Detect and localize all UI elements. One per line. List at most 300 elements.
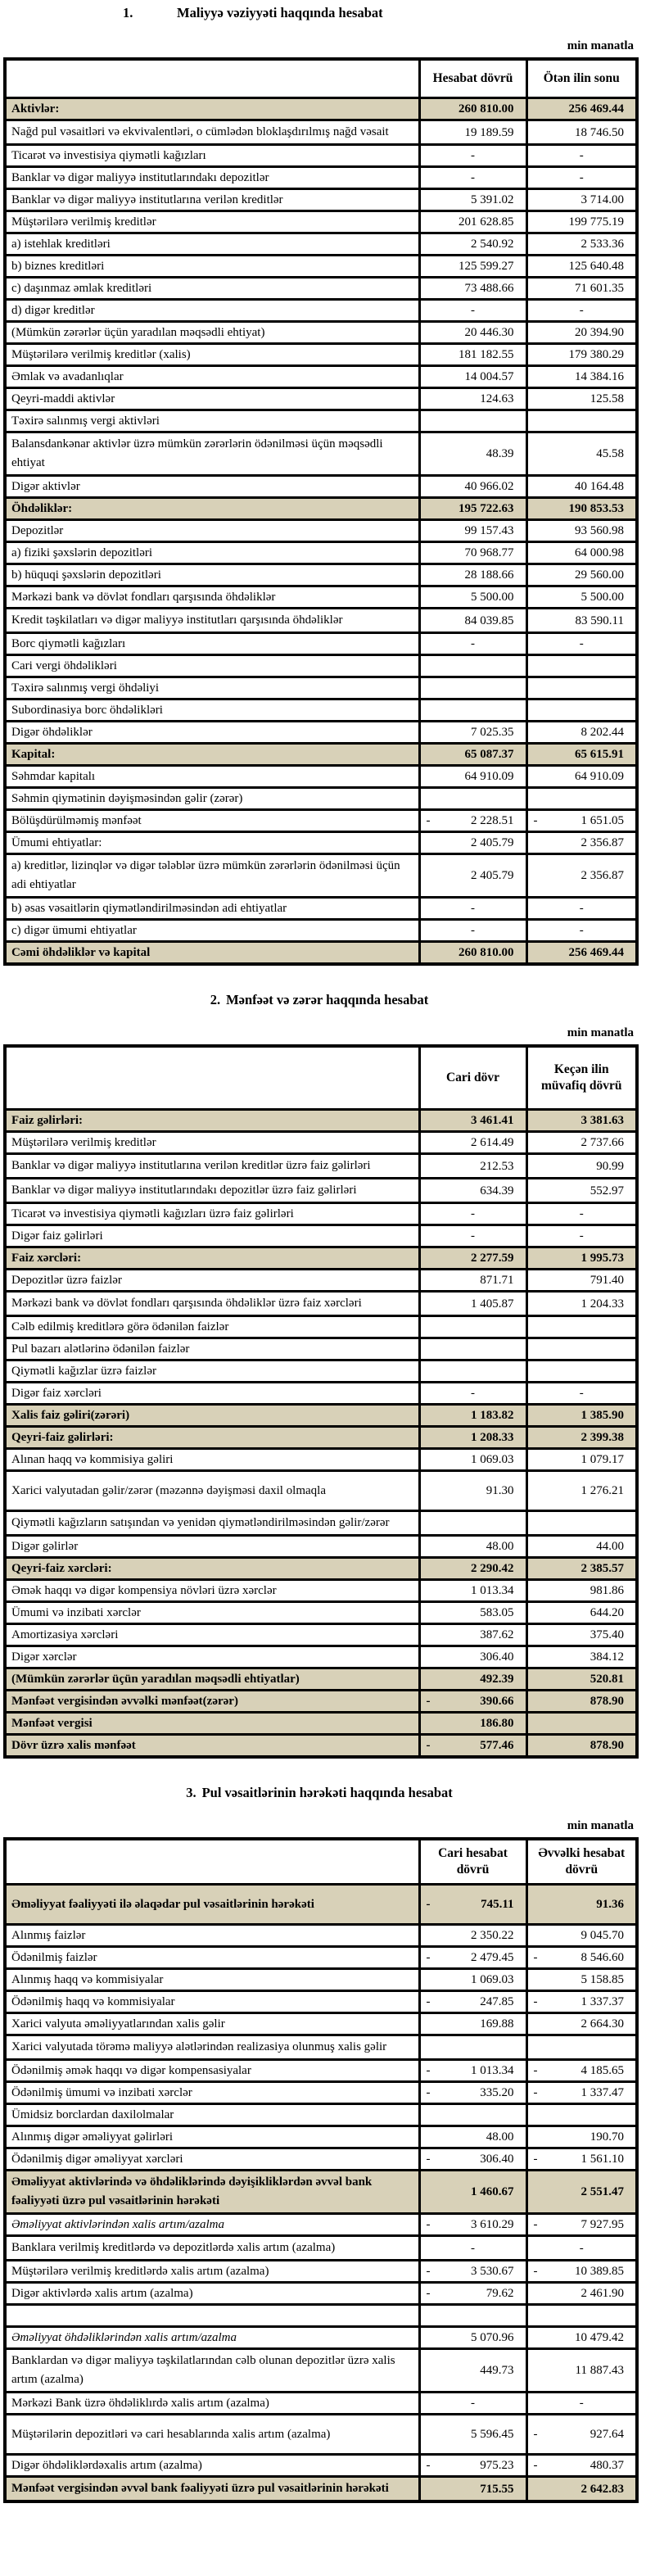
table-row — [5, 920, 637, 942]
row-label: Alınmış haqq və kommisiyalar — [5, 1969, 419, 1991]
value-current — [419, 2171, 526, 2214]
negative-sign: - — [533, 2064, 538, 2077]
cell-value: 644.20 — [590, 1606, 624, 1619]
cell-value: 73 488.66 — [464, 282, 514, 295]
value-previous — [526, 2349, 637, 2393]
value-previous: - — [526, 633, 637, 655]
column-header-current: Cari dövr — [419, 1046, 526, 1110]
cell-value: 8 202.44 — [580, 726, 624, 739]
negative-sign: - — [533, 814, 538, 827]
value-current — [419, 1969, 526, 1991]
table-row — [5, 1558, 637, 1580]
cell-value: 1 460.67 — [471, 2185, 514, 2198]
value-previous — [526, 1154, 637, 1179]
cell-value: 9 045.70 — [580, 1929, 624, 1942]
value-previous — [526, 542, 637, 564]
value-current — [419, 832, 526, 854]
value-current — [419, 1270, 526, 1292]
table-row — [5, 677, 637, 699]
table-row — [5, 2393, 637, 2415]
row-label: Banklar və digər maliyyə institutlarındakı depozitlər üzrə faiz gəlirləri — [5, 1179, 419, 1203]
row-label: Pul bazarı alətlərinə ödənilən faizlər — [5, 1338, 419, 1360]
row-label: Digər aktivlərdə xalis artım (azalma) — [5, 2283, 419, 2305]
negative-sign: - — [533, 1951, 538, 1964]
table-row — [5, 2214, 637, 2236]
value-previous — [526, 2283, 637, 2305]
value-current — [419, 2104, 526, 2126]
value-current — [419, 2477, 526, 2502]
table-row — [5, 1580, 637, 1602]
negative-sign: - — [426, 2153, 431, 2166]
cell-value: 2 479.45 — [471, 1951, 514, 1964]
value-current — [419, 942, 526, 965]
balance-sheet-table — [3, 57, 639, 966]
negative-sign: - — [426, 2459, 431, 2472]
cell-value: 4 185.65 — [580, 2064, 624, 2077]
cell-value: 2 664.30 — [580, 2017, 624, 2030]
row-label — [5, 2305, 419, 2327]
value-current — [419, 1511, 526, 1536]
cell-value: 2 385.57 — [580, 1562, 624, 1575]
table-row — [5, 766, 637, 788]
table-row — [5, 1969, 637, 1991]
cell-value: 99 157.43 — [464, 524, 514, 537]
value-previous — [526, 722, 637, 744]
statement-profit-loss — [3, 992, 635, 1759]
cell-value: 124.63 — [480, 392, 514, 405]
table-row — [5, 1110, 637, 1132]
row-label: Cəlb edilmiş kreditlərə görə ödənilən faizlər — [5, 1316, 419, 1338]
cell-value: 5 070.96 — [471, 2331, 514, 2344]
table-row — [5, 1991, 637, 2013]
cell-value: 20 394.90 — [575, 326, 624, 339]
cell-value: 14 384.16 — [575, 370, 624, 383]
value-current — [419, 1338, 526, 1360]
cell-value: 14 004.57 — [464, 370, 514, 383]
value-previous — [526, 655, 637, 677]
cell-value: 878.90 — [590, 1695, 624, 1708]
value-previous — [526, 233, 637, 256]
value-current — [419, 2415, 526, 2455]
cell-value: 48.00 — [486, 1540, 514, 1553]
row-label: Banklardan və digər maliyyə təşkilatlarından cəlb olunan depozitlər üzrə xalis artım (azalma) — [5, 2349, 419, 2393]
value-current — [419, 788, 526, 810]
table-row — [5, 542, 637, 564]
table-row — [5, 2013, 637, 2035]
cell-value: 195 722.63 — [458, 502, 514, 515]
table-row — [5, 1668, 637, 1691]
value-previous: - — [526, 145, 637, 167]
row-label: Müştərilərə verilmiş kreditlər — [5, 1132, 419, 1154]
value-current — [419, 2013, 526, 2035]
value-previous — [526, 2035, 637, 2060]
table-row — [5, 722, 637, 744]
value-previous — [526, 1885, 637, 1925]
value-current: - — [419, 2236, 526, 2261]
value-previous: - — [526, 2236, 637, 2261]
table-row — [5, 744, 637, 766]
cell-value: 2 642.83 — [580, 2482, 624, 2496]
cell-value: 186.80 — [480, 1717, 514, 1730]
row-label: Amortizasiya xərcləri — [5, 1624, 419, 1646]
value-previous — [526, 520, 637, 542]
cell-value: 1 337.47 — [580, 2086, 624, 2099]
value-current — [419, 388, 526, 410]
cell-value: 29 560.00 — [575, 568, 624, 582]
cell-value: 3 610.29 — [471, 2218, 514, 2231]
value-previous — [526, 1471, 637, 1511]
value-previous: - — [526, 2393, 637, 2415]
value-current — [419, 586, 526, 609]
row-label: Digər öhdəliklər — [5, 722, 419, 744]
cell-value: 981.86 — [590, 1584, 624, 1597]
table-row — [5, 1247, 637, 1270]
row-label: (Mümkün zərərlər üçün yaradılan məqsədli ehtiyat) — [5, 322, 419, 344]
row-label: Bölüşdürülməmiş mənfəət — [5, 810, 419, 832]
cell-value: 1 183.82 — [471, 1409, 514, 1422]
value-current — [419, 1646, 526, 1668]
row-label: d) digər kreditlər — [5, 300, 419, 322]
value-previous — [526, 2171, 637, 2214]
value-current: - — [419, 920, 526, 942]
row-label: Banklara verilmiş kreditlərdə və depozitlərdə xalis artım (azalma) — [5, 2236, 419, 2261]
table-row — [5, 832, 637, 854]
cell-value: 40 164.48 — [575, 480, 624, 493]
row-label: Təxirə salınmış vergi öhdəliyi — [5, 677, 419, 699]
value-current: - — [419, 1383, 526, 1405]
value-current — [419, 1580, 526, 1602]
negative-sign: - — [426, 2265, 431, 2278]
row-label: Kredit təşkilatları və digər maliyyə institutları qarşısında öhdəliklər — [5, 609, 419, 633]
cell-value: 492.39 — [480, 1673, 514, 1686]
value-current — [419, 410, 526, 432]
cell-value: 179 380.29 — [568, 348, 624, 361]
value-current — [419, 189, 526, 211]
row-label: Qiymətli kağızlar üzrə faizlər — [5, 1360, 419, 1383]
cell-value: 169.88 — [480, 2017, 514, 2030]
cell-value: 975.23 — [480, 2459, 514, 2472]
statement-1-number: 1. — [123, 5, 133, 20]
value-current — [419, 1624, 526, 1646]
cell-value: 1 561.10 — [580, 2153, 624, 2166]
value-previous — [526, 322, 637, 344]
row-label: Müştərilərə verilmiş kreditlər (xalis) — [5, 344, 419, 366]
value-previous — [526, 1316, 637, 1338]
value-current — [419, 520, 526, 542]
table-row — [5, 2104, 637, 2126]
cell-value: 1 204.33 — [580, 1297, 624, 1311]
value-current — [419, 278, 526, 300]
value-current — [419, 1247, 526, 1270]
row-label: Səhmin qiymətinin dəyişməsindən gəlir (zərər) — [5, 788, 419, 810]
row-label: Mənfəət vergisi — [5, 1713, 419, 1735]
value-previous: - — [526, 920, 637, 942]
value-current — [419, 1947, 526, 1969]
value-previous — [526, 2415, 637, 2455]
cell-value: 190 853.53 — [568, 502, 624, 515]
value-previous — [526, 1338, 637, 1360]
statement-financial-position — [3, 5, 635, 966]
table-row — [5, 586, 637, 609]
row-label: Xarici valyutada törəmə maliyyə alətlərindən realizasiya olunmuş xalis gəlir — [5, 2035, 419, 2060]
row-label: Alınan haqq və kommisiya gəliri — [5, 1449, 419, 1471]
cell-value: 1 995.73 — [580, 1252, 624, 1265]
table-row — [5, 1624, 637, 1646]
value-current — [419, 344, 526, 366]
value-current — [419, 2455, 526, 2477]
cell-value: 44.00 — [596, 1540, 624, 1553]
table-row — [5, 300, 637, 322]
negative-sign: - — [426, 2218, 431, 2231]
row-label: Mənfəət vergisindən əvvəl bank fəaliyyəti üzrə pul vəsaitlərinin hərəkəti — [5, 2477, 419, 2502]
table-row — [5, 278, 637, 300]
value-current — [419, 810, 526, 832]
header-empty-cell — [5, 1046, 419, 1110]
value-current — [419, 1132, 526, 1154]
table-row — [5, 1154, 637, 1179]
cell-value: 79.62 — [486, 2287, 514, 2300]
negative-sign: - — [426, 1995, 431, 2008]
row-label: Dövr üzrə xalis mənfəət — [5, 1735, 419, 1758]
value-previous — [526, 278, 637, 300]
cell-value: 64 910.09 — [464, 770, 514, 783]
cell-value: 5 391.02 — [471, 193, 514, 206]
value-current — [419, 1991, 526, 2013]
value-current — [419, 677, 526, 699]
table-row — [5, 2415, 637, 2455]
value-previous — [526, 1602, 637, 1624]
row-label: Xalis faiz gəliri(zərəri) — [5, 1405, 419, 1427]
row-label: Əməliyyat aktivlərində və öhdəliklərində dəyişikliklərdən əvvəl bank fəaliyyəti üzrə pul vəsaitlərinin hərəkəti — [5, 2171, 419, 2214]
table-row — [5, 655, 637, 677]
cash-flow-table — [3, 1837, 639, 2503]
cell-value: 125 640.48 — [568, 260, 624, 273]
value-current — [419, 2327, 526, 2349]
value-current — [419, 1316, 526, 1338]
value-previous — [526, 1668, 637, 1691]
value-current — [419, 1154, 526, 1179]
cell-value: 520.81 — [590, 1673, 624, 1686]
row-label: b) əsas vəsaitlərin qiymətləndirilməsindən adi ehtiyatlar — [5, 898, 419, 920]
table-row — [5, 1338, 637, 1360]
table-row — [5, 2126, 637, 2148]
value-current — [419, 1427, 526, 1449]
cell-value: 306.40 — [480, 1650, 514, 1664]
row-label: Digər gəlirlər — [5, 1536, 419, 1558]
value-previous — [526, 2455, 637, 2477]
value-previous — [526, 1925, 637, 1947]
cell-value: 7 025.35 — [471, 726, 514, 739]
row-label: Depozitlər üzrə faizlər — [5, 1270, 419, 1292]
value-previous: - — [526, 300, 637, 322]
cell-value: 125.58 — [590, 392, 624, 405]
table-row — [5, 145, 637, 167]
row-label: Cari vergi öhdəlikləri — [5, 655, 419, 677]
value-current: - — [419, 1203, 526, 1225]
row-label: a) kreditlər, lizinqlər və digər tələblər üzrə mümkün zərərlərin ödənilməsi üçün adi ehtiyatlar — [5, 854, 419, 898]
row-label: b) biznes kreditləri — [5, 256, 419, 278]
table-row — [5, 520, 637, 542]
table-row — [5, 1925, 637, 1947]
value-previous — [526, 476, 637, 498]
negative-sign: - — [426, 1898, 431, 1911]
negative-sign: - — [533, 1995, 538, 2008]
cell-value: 2 540.92 — [471, 238, 514, 251]
row-label: Mərkəzi bank və dövlət fondları qarşısında öhdəliklər üzrə faiz xərcləri — [5, 1292, 419, 1316]
negative-sign: - — [426, 1695, 431, 1708]
cell-value: 2 405.79 — [471, 869, 514, 882]
cell-value: 10 389.85 — [575, 2265, 624, 2278]
column-header-previous: Əvvəlki hesabat dövrü — [526, 1839, 637, 1885]
statement-1-title-text: Maliyyə vəziyyəti haqqında hesabat — [177, 5, 383, 20]
value-current — [419, 2283, 526, 2305]
value-current: - — [419, 898, 526, 920]
row-label: Ödənilmiş digər əməliyyat xərcləri — [5, 2148, 419, 2171]
row-label: Müştərilərə verilmiş kreditlərdə xalis artım (azalma) — [5, 2261, 419, 2283]
statement-2-body — [5, 1110, 637, 1758]
table-row — [5, 322, 637, 344]
cell-value: 247.85 — [480, 1995, 514, 2008]
value-current — [419, 322, 526, 344]
statement-1-body — [5, 98, 637, 965]
row-label: Təxirə salınmış vergi aktivləri — [5, 410, 419, 432]
table-row — [5, 2283, 637, 2305]
value-previous — [526, 1360, 637, 1383]
cell-value: 8 546.60 — [580, 1951, 624, 1964]
value-current — [419, 1602, 526, 1624]
row-label: Əmək haqqı və digər kompensiya növləri üzrə xərclər — [5, 1580, 419, 1602]
cell-value: 65 615.91 — [575, 748, 624, 761]
table-row — [5, 1536, 637, 1558]
value-current — [419, 1536, 526, 1558]
value-previous — [526, 942, 637, 965]
row-label: Qiymətli kağızların satışından və yenidən qiymətləndirilməsindən gəlir/zərər — [5, 1511, 419, 1536]
unit-label: min manatla — [567, 39, 634, 52]
table-row — [5, 2082, 637, 2104]
value-previous — [526, 2082, 637, 2104]
cell-value: 64 000.98 — [575, 546, 624, 559]
cell-value: 7 927.95 — [580, 2218, 624, 2231]
cell-value: 5 158.85 — [580, 1973, 624, 1986]
row-label: Ödənilmiş haqq və kommisiyalar — [5, 1991, 419, 2013]
cell-value: 45.58 — [596, 447, 624, 460]
cell-value: 2 399.38 — [580, 1431, 624, 1444]
value-previous — [526, 1110, 637, 1132]
negative-sign: - — [533, 2153, 538, 2166]
row-label: (Mümkün zərərlər üçün yaradılan məqsədli ehtiyatlar) — [5, 1668, 419, 1691]
statement-1-title — [3, 5, 635, 21]
table-row — [5, 1713, 637, 1735]
value-previous — [526, 1511, 637, 1536]
row-label: Alınmış digər əməliyyat gəlirləri — [5, 2126, 419, 2148]
table-row — [5, 189, 637, 211]
value-previous — [526, 1449, 637, 1471]
header-empty-cell — [5, 1839, 419, 1885]
value-previous — [526, 586, 637, 609]
row-label: Nağd pul vəsaitləri və ekvivalentləri, o cümlədən bloklaşdırılmış nağd vəsait — [5, 120, 419, 145]
value-previous — [526, 788, 637, 810]
value-previous — [526, 1691, 637, 1713]
value-previous — [526, 1624, 637, 1646]
statement-3-title-text: Pul vəsaitlərinin hərəkəti haqqında hesabat — [201, 1785, 453, 1800]
row-label: Digər faiz xərcləri — [5, 1383, 419, 1405]
cell-value: 3 714.00 — [580, 193, 624, 206]
cell-value: 2 277.59 — [471, 1252, 514, 1265]
cell-value: 480.37 — [590, 2459, 624, 2472]
cell-value: 28 188.66 — [464, 568, 514, 582]
value-current — [419, 211, 526, 233]
table-row — [5, 1471, 637, 1511]
value-previous — [526, 498, 637, 520]
value-previous — [526, 832, 637, 854]
value-current — [419, 366, 526, 388]
table-row — [5, 1646, 637, 1668]
cell-value: 1 079.17 — [580, 1453, 624, 1466]
value-current — [419, 498, 526, 520]
table-row — [5, 98, 637, 120]
value-current — [419, 1885, 526, 1925]
table-row — [5, 120, 637, 145]
value-previous — [526, 1132, 637, 1154]
cell-value: 1 069.03 — [471, 1453, 514, 1466]
value-current — [419, 699, 526, 722]
row-label: Cəmi öhdəliklər və kapital — [5, 942, 419, 965]
negative-sign: - — [426, 1951, 431, 1964]
table-row — [5, 1511, 637, 1536]
row-label: Səhmdar kapitalı — [5, 766, 419, 788]
cell-value: 878.90 — [590, 1739, 624, 1752]
negative-sign: - — [426, 814, 431, 827]
value-current — [419, 854, 526, 898]
row-label: Kapital: — [5, 744, 419, 766]
cell-value: 19 189.59 — [464, 125, 514, 139]
statement-2-header — [5, 1046, 637, 1110]
cell-value: 93 560.98 — [575, 524, 624, 537]
negative-sign: - — [533, 2428, 538, 2441]
value-previous — [526, 1558, 637, 1580]
row-label: b) hüquqi şəxslərin depozitləri — [5, 564, 419, 586]
table-row — [5, 609, 637, 633]
row-label: Qeyri-faiz gəlirləri: — [5, 1427, 419, 1449]
value-current — [419, 2082, 526, 2104]
row-label: Müştərilərin depozitləri və cari hesablarında xalis artım (azalma) — [5, 2415, 419, 2455]
value-previous: - — [526, 1383, 637, 1405]
header-empty-cell — [5, 59, 419, 98]
cell-value: 2 356.87 — [580, 836, 624, 849]
value-previous — [526, 810, 637, 832]
header-row — [5, 1839, 637, 1885]
value-previous — [526, 744, 637, 766]
negative-sign: - — [426, 2086, 431, 2099]
cell-value: 10 479.42 — [575, 2331, 624, 2344]
table-row — [5, 1316, 637, 1338]
cell-value: 387.62 — [480, 1628, 514, 1641]
cell-value: 125 599.27 — [458, 260, 514, 273]
cell-value: 48.39 — [486, 447, 514, 460]
value-current: - — [419, 145, 526, 167]
row-label: Qeyri-faiz xərcləri: — [5, 1558, 419, 1580]
value-current — [419, 2261, 526, 2283]
value-current — [419, 476, 526, 498]
value-previous — [526, 344, 637, 366]
cell-value: 1 208.33 — [471, 1431, 514, 1444]
cell-value: 181 182.55 — [458, 348, 514, 361]
cell-value: 2 405.79 — [471, 836, 514, 849]
cell-value: 2 290.42 — [471, 1562, 514, 1575]
row-label: Depozitlər — [5, 520, 419, 542]
table-row — [5, 388, 637, 410]
cell-value: 256 469.44 — [568, 946, 624, 959]
